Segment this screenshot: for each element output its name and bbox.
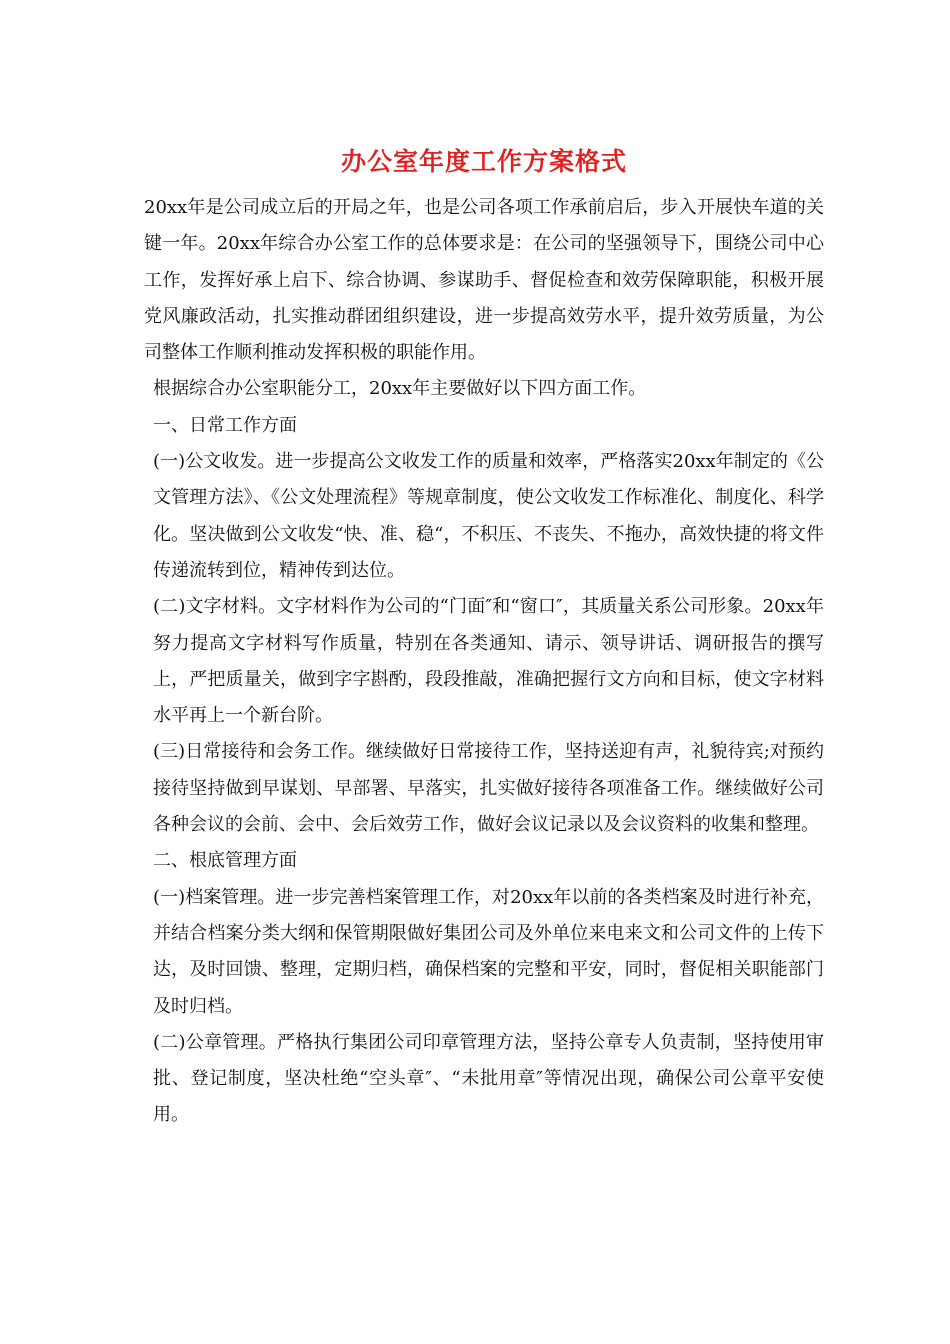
document-title: 办公室年度工作方案格式 xyxy=(340,147,627,176)
document-page xyxy=(144,140,824,1134)
paragraph-intro: 20xx年是公司成立后的开局之年，也是公司各项工作承前启后，步入开展快车道的关键一年。20xx年综合办公室工作的总体要求是：在公司的坚强领导下，围绕公司中心工作，发挥好承上启下、综合协调、参谋助手、督促检查和效劳保障职能，积极开展党风廉政活动，扎实推动群团组织建设，进一步提高效劳水平，提升效劳质量，为公司整体工作顺利推动发挥积极的职能作用。 xyxy=(144,197,824,364)
section-heading-daily-work: 一、日常工作方面 xyxy=(153,414,297,436)
paragraph-archive-management: (一)档案管理。进一步完善档案管理工作，对20xx年以前的各类档案及时进行补充，并结合档案分类大纲和保管期限做好集团公司及外单位来电来文和公司文件的上传下达，及时回馈、整理，定期归档，确保档案的完整和平安，同时，督促相关职能部门及时归档。 xyxy=(153,886,824,1017)
paragraph-document-handling: (一)公文收发。进一步提高公文收发工作的质量和效率，严格落实20xx年制定的《公文管理方法》、《公文处理流程》等规章制度，使公文收发工作标准化、制度化、科学化。坚决做到公文收发“快、准、稳“，不积压、不丧失、不拖办，高效快捷的将文件传递流转到位，精神传到达位。 xyxy=(153,451,824,581)
paragraph-written-materials: (二)文字材料。文字材料作为公司的“门面″和“窗口″，其质量关系公司形象。20xx年努力提高文字材料写作质量，特别在各类通知、请示、领导讲话、调研报告的撰写上，严把质量关，做到字字斟酌，段段推敲，准确把握行文方向和目标，使文字材料水平再上一个新台阶。 xyxy=(153,596,824,727)
paragraph-seal-management: (二)公章管理。严格执行集团公司印章管理方法，坚持公章专人负责制，坚持使用审批、登记制度，坚决杜绝“空头章″、“未批用章″等情况出现，确保公司公章平安使用。 xyxy=(153,1031,824,1126)
section-heading-basic-management: 二、根底管理方面 xyxy=(153,850,297,872)
paragraph-reception-meetings: (三)日常接待和会务工作。继续做好日常接待工作，坚持送迎有声，礼貌待宾;对预约接待坚持做到早谋划、早部署、早落实，扎实做好接待各项准备工作。继续做好公司各种会议的会前、会中、会后效劳工作，做好会议记录以及会议资料的收集和整理。 xyxy=(153,741,824,836)
paragraph-overview: 根据综合办公室职能分工，20xx年主要做好以下四方面工作。 xyxy=(153,378,647,400)
